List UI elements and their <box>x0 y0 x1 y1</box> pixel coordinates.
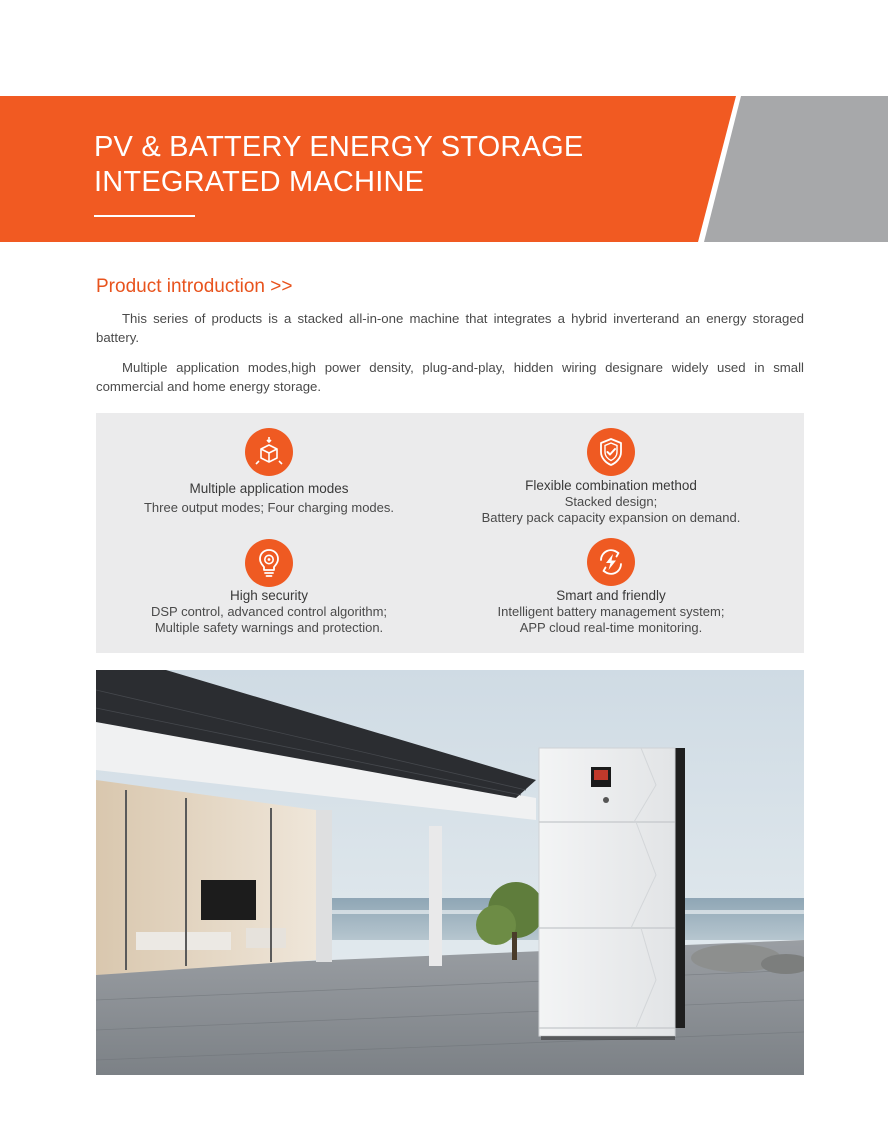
page-title-line1: PV & BATTERY ENERGY STORAGE <box>94 131 584 163</box>
feature-title: Multiple application modes <box>189 481 349 496</box>
house-battery-illustration <box>96 670 804 1075</box>
gray-band <box>704 96 888 242</box>
feature-desc-line1: DSP control, advanced control algorithm; <box>150 604 388 619</box>
title-underline <box>94 215 195 217</box>
feature-desc-line1: Three output modes; Four charging modes. <box>143 500 395 515</box>
feature-desc-line2: Multiple safety warnings and protection. <box>154 620 384 635</box>
intro-paragraph-2: Multiple application modes,high power density, plug-and-play, hidden wiring designare widely used in small commercial and home energy storage. <box>96 360 804 394</box>
product-photo <box>96 670 804 1075</box>
feature-item <box>99 523 439 643</box>
section-heading: Product introduction >> <box>96 276 293 297</box>
feature-title: Smart and friendly <box>556 588 666 603</box>
feature-desc-line2: APP cloud real-time monitoring. <box>519 620 703 635</box>
intro-paragraph-1: This series of products is a stacked all-in-one machine that integrates a hybrid inverterand an energy storaged battery. <box>96 311 804 345</box>
feature-desc-line1: Stacked design; <box>564 494 658 509</box>
feature-title: Flexible combination method <box>525 478 697 493</box>
feature-item <box>441 523 781 643</box>
page-title-line2: INTEGRATED MACHINE <box>94 166 425 198</box>
features-panel <box>96 413 804 653</box>
lightbulb-gear-icon <box>245 539 293 587</box>
feature-desc-line2: Battery pack capacity expansion on demand. <box>481 510 741 525</box>
lightning-cycle-icon <box>587 538 635 586</box>
page-title <box>94 130 583 200</box>
cube-arrows-icon <box>245 428 293 476</box>
feature-desc-line1: Intelligent battery management system; <box>497 604 725 619</box>
feature-item <box>99 413 439 533</box>
feature-item <box>441 413 781 533</box>
shield-check-icon <box>587 428 635 476</box>
feature-title: High security <box>229 588 309 603</box>
